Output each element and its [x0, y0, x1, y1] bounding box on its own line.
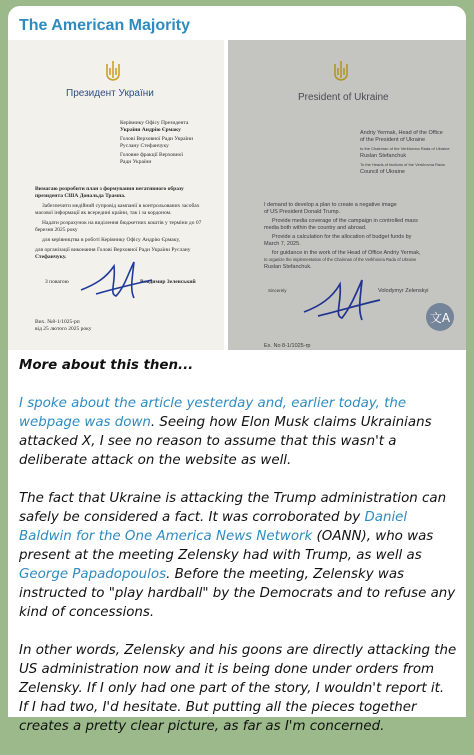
trident-emblem-icon: [105, 60, 121, 84]
body-line: of US President Donald Trump.: [264, 209, 341, 215]
body-line: March 7, 2025.: [264, 241, 301, 247]
closing-text: З повагою: [45, 279, 69, 285]
message-text: [19, 350, 457, 755]
article-link[interactable]: I spoke about the article yesterday and, earlier today, the webpage was down: [19, 396, 407, 430]
papadopoulos-link[interactable]: George Papadopoulos: [19, 567, 167, 582]
paragraph-text: . Before the meeting, Zelensky was instructed to "play hardball" by the Democrats and to refuse any kind of concessions.: [19, 567, 456, 620]
translate-icon[interactable]: 文A: [426, 303, 454, 331]
paragraph-2: [19, 489, 457, 622]
footer-date: від 25 лютого 2025 року: [35, 326, 92, 332]
paragraph-3: In other words, Zelensky and his goons are directly attacking the US administration now and it is being done under orders from Zelensky. If I only had one part of the story, I wouldn't report it. If I had two, I'd hesitate. But putting all the pieces together creates a pretty clear picture, as far as I'm concerned.: [19, 643, 457, 734]
document-heading: President of Ukraine: [298, 92, 389, 103]
body-line: for guidance in the work of the Head of Office Andriy Yermak,: [272, 250, 421, 256]
body-line: для керівництва в роботі Керівнику Офісу Андрію Єрмаку,: [42, 237, 180, 243]
signer-name: Владимир Зеленський: [140, 279, 196, 285]
footer-number: Ex. No 8-1/1025-rp: [264, 343, 311, 349]
addressee-line: to the Chairman of the Verkhovna Rada of Ukraine: [360, 146, 450, 151]
intro-line: More about this then...: [19, 358, 194, 373]
photo-ukrainian-document[interactable]: [8, 40, 224, 350]
photo-album[interactable]: [8, 40, 466, 350]
body-line: Стефанчуку.: [35, 254, 67, 260]
addressee-line: Руслану Стефанчуку: [120, 143, 169, 149]
paragraph-1: [19, 394, 457, 470]
body-line: для організації виконання Голові Верховної Ради України Руслану: [35, 247, 191, 253]
addressee-line: України Андрію Єрмаку: [120, 127, 181, 133]
body-line: media both within the country and abroad.: [264, 225, 367, 231]
body-line: Provide a calculation for the allocation of budget funds by: [272, 234, 412, 240]
footer-number: Вих. №8-1/1025-рп: [35, 319, 80, 325]
closing-text: Sincerely: [268, 288, 287, 293]
body-line: Ruslan Stefanchuk.: [264, 264, 312, 270]
addressee-line: of the President of Ukraine: [360, 137, 426, 143]
body-line: Надати розрахунок на виділення бюджетних коштів у терміни до 07: [42, 220, 202, 226]
addressee-line: Ruslan Stefanchuk: [360, 153, 407, 159]
photo-english-document[interactable]: [228, 40, 466, 350]
paragraph-text: (OANN), who was present at the meeting Zelensky had with Trump, as well as: [19, 529, 434, 563]
addressee-line: Ради України: [120, 159, 152, 165]
trident-emblem-icon: [333, 60, 349, 84]
addressee-line: To the Heads of factions of the Verkhovna Rada: [360, 162, 445, 167]
paragraph-text: . Seeing how Elon Musk claims Ukrainians attacked X, I see no reason to assume that this wasn't a deliberate attack on the website as well.: [19, 415, 432, 468]
addressee-line: Голові Верховної Ради України: [120, 136, 194, 142]
signature-icon: [300, 272, 384, 326]
signature-icon: [76, 254, 156, 304]
paragraph-text: The fact that Ukraine is attacking the Trump administration can safely be considered a fact. It was corroborated by: [19, 491, 447, 525]
document-heading: Президент України: [66, 88, 154, 99]
channel-name[interactable]: The American Majority: [19, 17, 191, 34]
oann-link[interactable]: Daniel Baldwin for the One America News Network: [19, 510, 408, 544]
body-line: масової інформації як всередині країни, так і за кордоном.: [35, 210, 172, 216]
body-line: березня 2025 року: [35, 227, 78, 233]
body-line: to organize the implementation of the Chairman of the Verkhovna Rada of Ukraine: [264, 257, 417, 262]
body-line: Забезпечити медійний супровід кампанії в контрольованих засобах: [42, 203, 200, 209]
addressee-line: Andriy Yermak, Head of the Office: [360, 130, 443, 136]
addressee-line: Council of Ukraine: [360, 169, 405, 175]
addressee-line: Головне фракції Верховної: [120, 152, 183, 158]
body-line: I demand to develop a plan to create a negative image: [264, 202, 397, 208]
message-bubble: [8, 6, 466, 734]
body-line: Вимагаю розробити план з формування негативного образу: [35, 186, 184, 192]
signer-name: Volodymyr Zelenskyi: [378, 288, 429, 294]
addressee-line: Керівнику Офісу Президента: [120, 120, 189, 126]
body-line: президента США Дональда Трампа.: [35, 193, 126, 199]
body-line: Provide media coverage of the campaign in controlled mass: [272, 218, 418, 224]
